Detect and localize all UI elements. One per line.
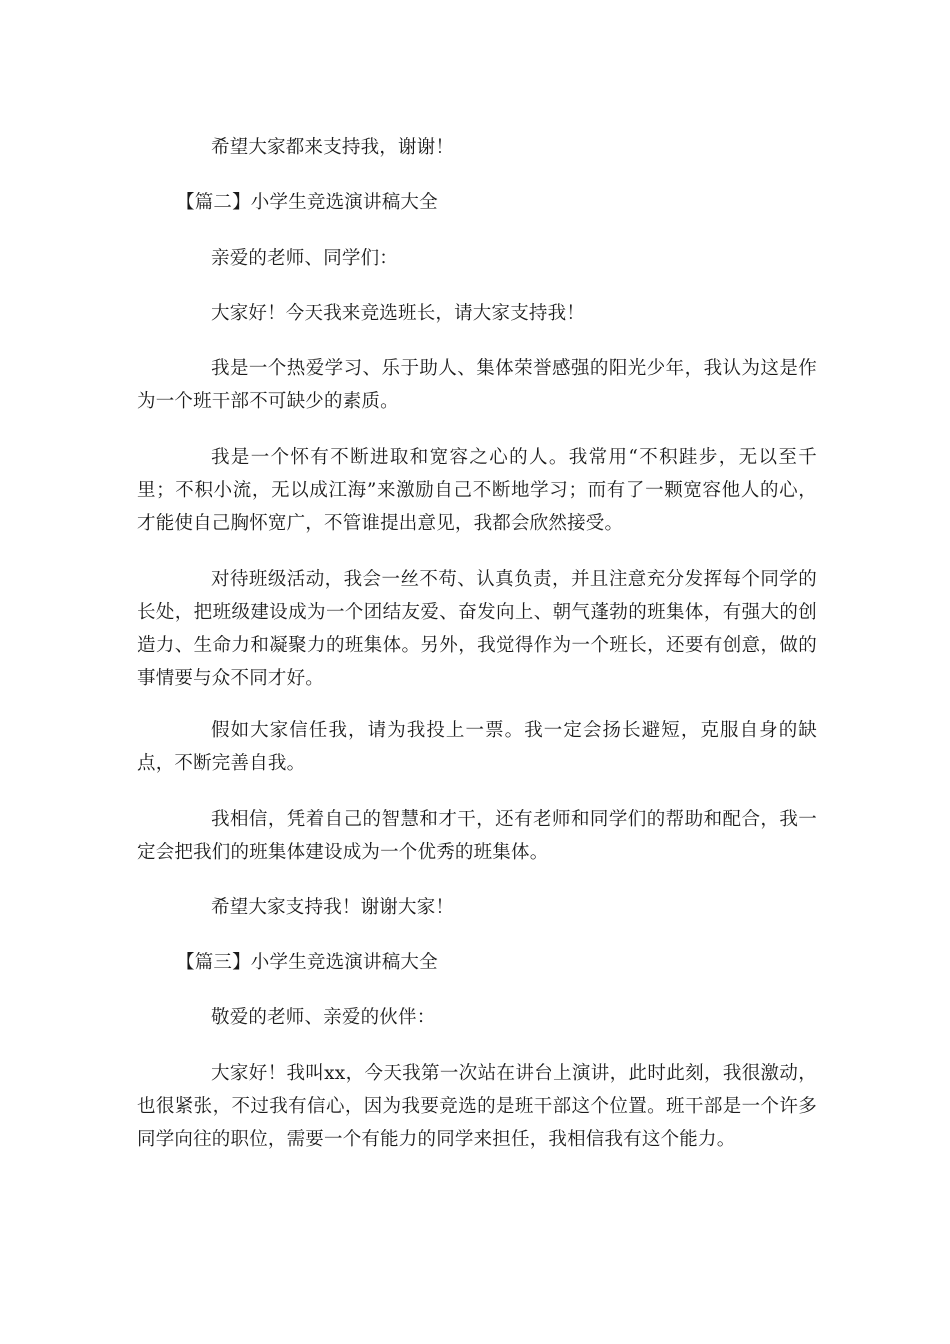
section-heading-2: 【篇二】小学生竞选演讲稿大全 [176,192,438,213]
paragraph-2-3: 我是一个怀有不断进取和宽容之心的人。我常用“不积跬步，无以至千里；不积小流，无以成江海”来激励自己不断地学习；而有了一颗宽容他人的心，才能使自己胸怀宽广，不管谁提出意见，我都会欣然接受。 [137,447,817,534]
paragraph-3-1: 大家好！我叫xx，今天我第一次站在讲台上演讲，此时此刻，我很激动，也很紧张，不过我有信心，因为我要竞选的是班干部这个位置。班干部是一个许多同学向往的职位，需要一个有能力的同学来担任，我相信我有这个能力。 [137,1063,817,1150]
greeting-3: 敬爱的老师、亲爱的伙伴： [211,1007,436,1028]
paragraph-2-1: 大家好！今天我来竞选班长，请大家支持我！ [211,303,586,324]
greeting-2: 亲爱的老师、同学们： [211,248,399,269]
closing-line-1: 希望大家都来支持我，谢谢！ [211,137,455,158]
paragraph-2-6: 我相信，凭着自己的智慧和才干，还有老师和同学们的帮助和配合，我一定会把我们的班集体建设成为一个优秀的班集体。 [137,809,817,863]
paragraph-2-5: 假如大家信任我，请为我投上一票。我一定会扬长避短，克服自身的缺点，不断完善自我。 [137,720,817,774]
section-heading-3: 【篇三】小学生竞选演讲稿大全 [176,952,438,973]
paragraph-2-4: 对待班级活动，我会一丝不苟、认真负责，并且注意充分发挥每个同学的长处，把班级建设成为一个团结友爱、奋发向上、朝气蓬勃的班集体，有强大的创造力、生命力和凝聚力的班集体。另外，我觉得作为一个班长，还要有创意，做的事情要与众不同才好。 [137,569,817,689]
closing-line-2: 希望大家支持我！谢谢大家！ [211,897,455,918]
paragraph-2-2: 我是一个热爱学习、乐于助人、集体荣誉感强的阳光少年，我认为这是作为一个班干部不可缺少的素质。 [137,358,817,412]
